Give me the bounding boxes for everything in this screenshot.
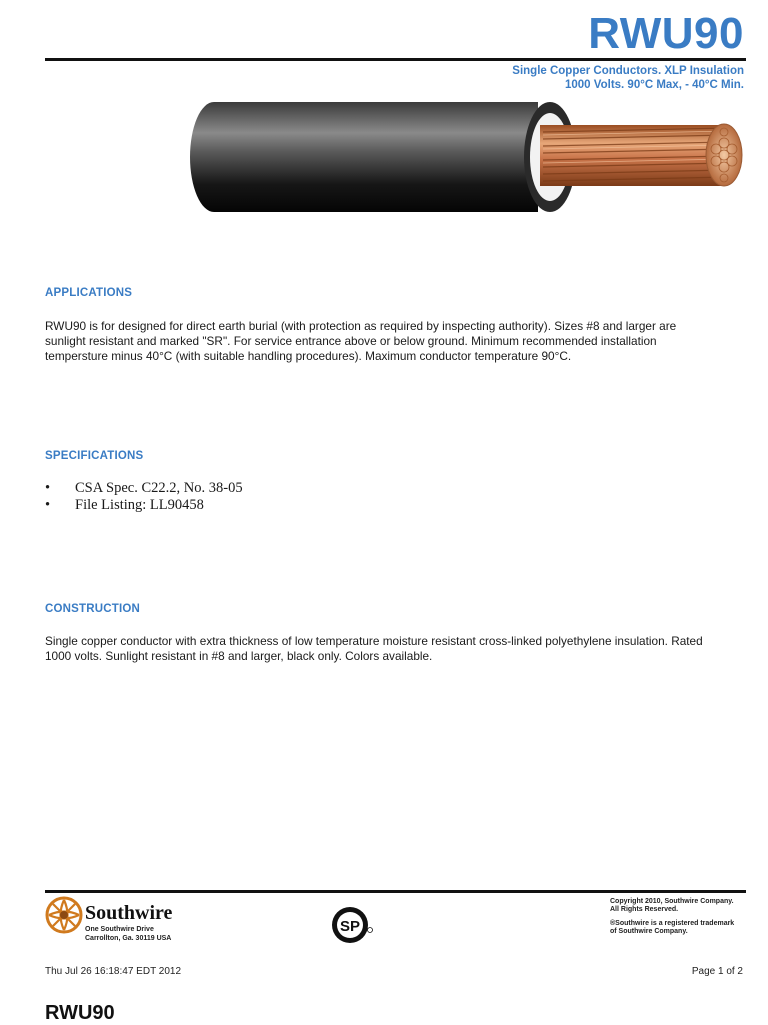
list-item — [45, 480, 243, 497]
construction-line-2: 1000 volts. Sunlight resistant in #8 and larger, black only. Colors available. — [45, 649, 433, 663]
csa-mark-text: SP — [339, 918, 361, 935]
construction-heading: CONSTRUCTION — [45, 603, 141, 615]
applications-heading: APPLICATIONS — [45, 287, 133, 299]
spec-item-text: CSA Spec. C22.2, No. 38-05 — [75, 480, 243, 496]
specifications-list — [45, 480, 243, 514]
document-title: RWU90 — [588, 9, 744, 58]
csa-certification-icon — [330, 902, 374, 948]
spec-item-text: File Listing: LL90458 — [75, 497, 204, 513]
address-line-1: One Southwire Drive — [85, 926, 154, 933]
southwire-emblem-icon — [45, 896, 83, 934]
construction-text — [45, 634, 750, 664]
specifications-heading: SPECIFICATIONS — [45, 450, 144, 462]
copyright-line-2: All Rights Reserved. — [610, 906, 679, 913]
copyright-line-1: Copyright 2010, Southwire Company. — [610, 898, 734, 905]
construction-line-1: Single copper conductor with extra thickness of low temperature moisture resistant cross-linked polyethylene insulation. Rated — [45, 634, 703, 648]
copyright-block — [610, 898, 734, 936]
header-rule — [45, 58, 746, 61]
applications-line-1: RWU90 is for designed for direct earth burial (with protection as required by inspecting authority). Sizes #8 and larger are — [45, 319, 677, 333]
page-number: Page 1 of 2 — [691, 966, 743, 977]
bullet-marker: • — [45, 480, 51, 496]
subtitle-line-1: Single Copper Conductors. XLP Insulation — [512, 65, 744, 77]
copper-cable-image — [188, 98, 748, 218]
applications-text — [45, 319, 750, 364]
trademark-line-1: ®Southwire is a registered trademark — [610, 920, 735, 927]
applications-line-3: tempersture minus 40°C (with suitable handling procedures). Maximum conductor temperature 90°C. — [45, 349, 572, 363]
southwire-logo — [45, 896, 195, 944]
brand-name: Southwire — [85, 902, 173, 924]
bullet-marker: • — [45, 497, 51, 513]
list-item — [45, 497, 243, 514]
trademark-line-2: of Southwire Company. — [610, 928, 688, 935]
footer-rule — [45, 890, 746, 893]
print-timestamp: Thu Jul 26 16:18:47 EDT 2012 — [45, 966, 182, 977]
subtitle-line-2: 1000 Volts. 90°C Max, - 40°C Min. — [565, 79, 744, 91]
address-line-2: Carrollton, Ga. 30119 USA — [85, 935, 172, 942]
document-subtitle — [512, 64, 744, 92]
next-page-title: RWU90 — [45, 1002, 115, 1024]
applications-line-2: sunlight resistant and marked "SR". For service entrance above or below ground. Minimum recommended installation — [45, 334, 657, 348]
